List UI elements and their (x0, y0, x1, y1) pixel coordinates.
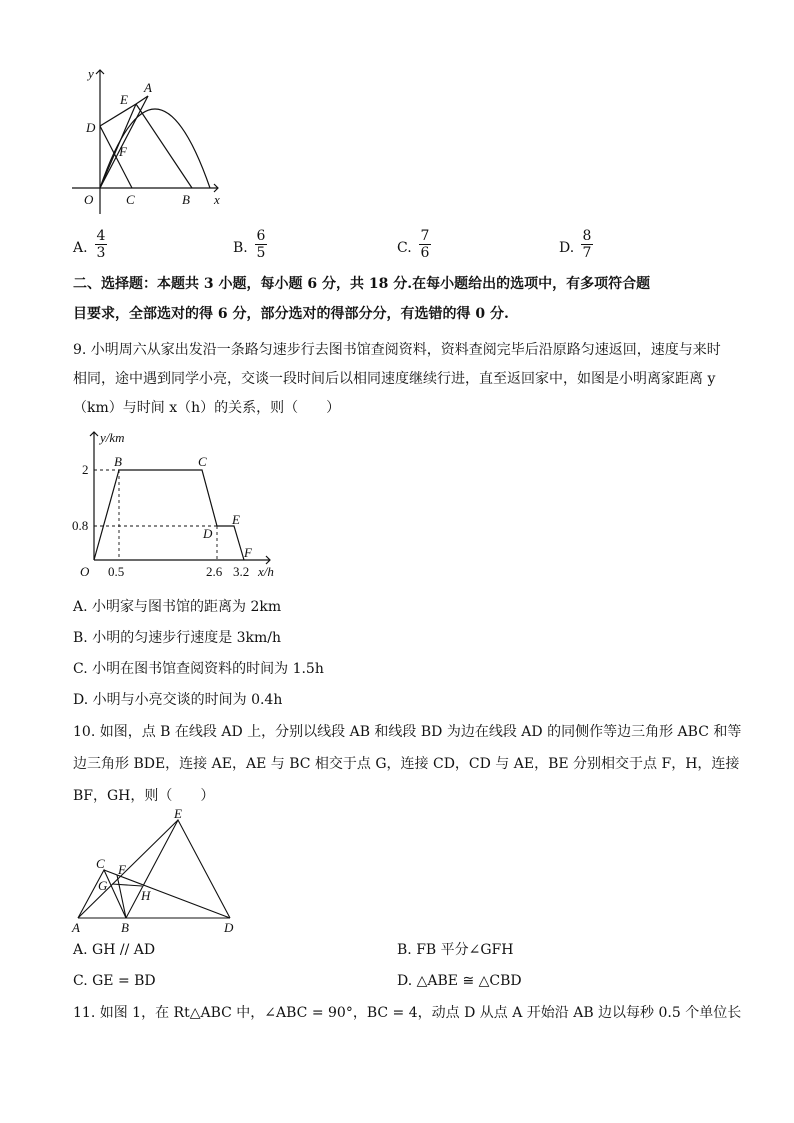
q10-label-C: C (96, 856, 105, 871)
q8-option-d-letter[interactable]: D. (559, 240, 575, 256)
q10-option-d[interactable]: D. △ABE ≅ △CBD (397, 973, 522, 989)
q8-option-a-fraction: 4 3 (96, 228, 106, 261)
q9-option-d[interactable]: D. 小明与小亮交谈的时间为 0.4h (73, 692, 283, 708)
q10-label-D: D (224, 920, 234, 935)
q10-label-H: H (141, 888, 151, 903)
q9-label-B: B (114, 454, 122, 469)
q9-figure (72, 426, 292, 582)
q8-label-A: A (144, 80, 152, 95)
q9-label-E: E (232, 512, 240, 527)
q10-option-a[interactable]: A. GH // AD (73, 942, 156, 958)
q11-stem-line1: 11. 如图 1，在 Rt△ABC 中，∠ABC = 90°，BC = 4，动点 D 从点 A 开始沿 AB 边以每秒 0.5 个单位长 (73, 1005, 742, 1021)
q8-figure (60, 60, 240, 220)
q9-origin: O (80, 564, 90, 579)
q10-line-GH (112, 884, 142, 886)
q8-option-c-fraction: 7 6 (420, 228, 430, 261)
q8-label-C: C (126, 192, 135, 207)
q9-option-c[interactable]: C. 小明在图书馆查阅资料的时间为 1.5h (73, 661, 324, 677)
q10-triangle-BDE (126, 820, 230, 918)
q10-option-c[interactable]: C. GE = BD (73, 973, 156, 989)
q8-option-d-fraction: 8 7 (582, 228, 592, 261)
q10-label-G: G (98, 878, 108, 893)
q10-label-F: F (118, 862, 126, 877)
section2-heading-line1: 二、选择题：本题共 3 小题，每小题 6 分，共 18 分.在每小题给出的选项中，有多项符合题 (73, 276, 651, 292)
q9-xtick-2-6: 2.6 (206, 564, 223, 579)
q8-label-y: y (88, 66, 94, 81)
q8-option-a-letter[interactable]: A. (73, 240, 88, 256)
q9-xtick-3-2: 3.2 (233, 564, 250, 579)
q9-option-a[interactable]: A. 小明家与图书馆的距离为 2km (73, 599, 282, 615)
q8-label-F: F (119, 144, 127, 159)
q9-label-F: F (244, 545, 252, 560)
q8-line-EB (136, 104, 192, 188)
q10-stem-line2: 边三角形 BDE，连接 AE，AE 与 BC 相交于点 G，连接 CD，CD 与 AE，BE 分别相交于点 F，H，连接 (73, 756, 740, 772)
q9-label-C: C (198, 454, 207, 469)
q8-option-b-letter[interactable]: B. (233, 240, 248, 256)
q8-line-OA (100, 96, 148, 188)
q8-label-D: D (86, 120, 96, 135)
q10-stem-line3: BF，GH，则（ ） (73, 788, 215, 804)
section2-heading-line2: 目要求，全部选对的得 6 分，部分选对的得部分分，有选错的得 0 分. (73, 306, 509, 322)
q8-option-c-letter[interactable]: C. (397, 240, 412, 256)
q9-ytick-2: 2 (82, 462, 89, 477)
q8-label-B: B (182, 192, 190, 207)
q9-ytick-0-8: 0.8 (72, 518, 89, 533)
q8-line-OE (100, 104, 136, 188)
q8-line-DE (100, 104, 136, 126)
q9-option-b[interactable]: B. 小明的匀速步行速度是 3km/h (73, 630, 282, 646)
q9-graph-line (94, 470, 244, 560)
q10-label-A: A (72, 920, 80, 935)
q10-figure (64, 806, 244, 936)
q10-line-AE (78, 820, 178, 918)
q9-label-D: D (203, 526, 213, 541)
q9-stem-line2: 相同，途中遇到同学小亮，交谈一段时间后以相同速度继续行进，直至返回家中，如图是小明离家距离 y (73, 371, 716, 387)
q10-label-E: E (174, 806, 182, 821)
q8-label-x: x (214, 192, 220, 207)
q10-line-BF (117, 875, 126, 918)
q8-option-b-fraction: 6 5 (256, 228, 266, 261)
q8-label-O: O (84, 192, 94, 207)
q9-xlabel: x/h (258, 564, 274, 579)
q9-xtick-0-5: 0.5 (108, 564, 125, 579)
q10-label-B: B (121, 920, 129, 935)
q8-label-E: E (120, 92, 128, 107)
q10-stem-line1: 10. 如图，点 B 在线段 AD 上，分别以线段 AB 和线段 BD 为边在线段 AD 的同侧作等边三角形 ABC 和等 (73, 724, 742, 740)
q9-ylabel: y/km (100, 430, 125, 445)
q10-option-b[interactable]: B. FB 平分∠GFH (397, 942, 514, 958)
q9-stem-line1: 9. 小明周六从家出发沿一条路匀速步行去图书馆查阅资料，资料查阅完毕后沿原路匀速返回，速度与来时 (73, 342, 721, 358)
q9-stem-line3: （km）与时间 x（h）的关系，则（ ） (73, 400, 341, 416)
